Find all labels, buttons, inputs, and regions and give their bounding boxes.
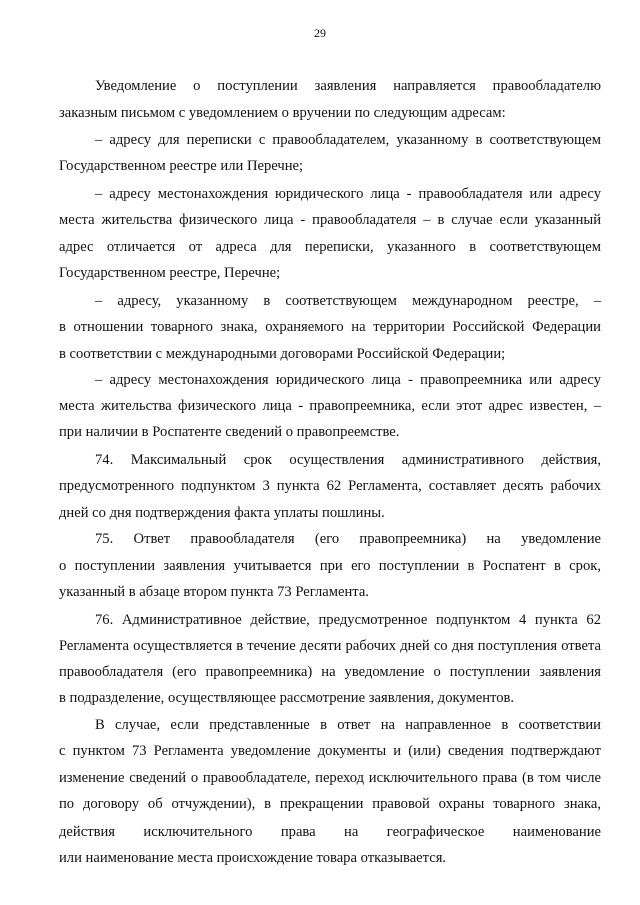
text-line: Государственном реестре или Перечне; bbox=[59, 158, 304, 174]
text-line: указанный в абзаце втором пункта 73 Регламента. bbox=[59, 584, 369, 600]
page-number: 29 bbox=[314, 26, 326, 40]
text-line: В случае, если представленные в ответ на направленное в соответствии bbox=[95, 717, 601, 733]
text-line: предусмотренного подпунктом 3 пункта 62 Регламента, составляет десять рабочих bbox=[59, 478, 601, 494]
text-line: правообладателя (его правопреемника) на уведомление о поступлении заявления bbox=[59, 664, 601, 680]
text-line: – адресу, указанному в соответствующем международном реестре, – bbox=[95, 293, 601, 309]
text-line: в отношении товарного знака, охраняемого на территории Российской Федерации bbox=[59, 319, 601, 335]
text-line: 75. Ответ правообладателя (его правопреемника) на уведомление bbox=[95, 531, 601, 547]
text-line: места жительства физического лица - правопреемника, если этот адрес известен, – bbox=[59, 398, 601, 414]
text-line: изменение сведений о правообладателе, переход исключительного права (в том числе bbox=[59, 770, 601, 786]
text-line: Уведомление о поступлении заявления направляется правообладателю bbox=[95, 78, 601, 94]
text-line: места жительства физического лица - правообладателя – в случае если указанный bbox=[59, 212, 601, 228]
text-line: с пунктом 73 Регламента уведомление документы и (или) сведения подтверждают bbox=[59, 743, 601, 759]
text-line: заказным письмом с уведомлением о вручении по следующим адресам: bbox=[59, 105, 506, 121]
text-line: в соответствии с международными договорами Российской Федерации; bbox=[59, 346, 506, 362]
text-line: – адресу местонахождения юридического лица - правопреемника или адресу bbox=[95, 372, 601, 388]
text-line: 74. Максимальный срок осуществления административного действия, bbox=[95, 452, 601, 468]
text-line: или наименование места происхождение товара отказывается. bbox=[59, 850, 447, 866]
text-line: о поступлении заявления учитывается при его поступлении в Роспатент в срок, bbox=[59, 558, 601, 574]
text-line: адрес отличается от адреса для переписки, указанного в соответствующем bbox=[59, 239, 601, 255]
text-line: действия исключительного права на географическое наименование bbox=[59, 824, 601, 840]
text-line: по договору об отчуждении), в прекращении правовой охраны товарного знака, bbox=[59, 796, 601, 812]
text-line: при наличии в Роспатенте сведений о правопреемстве. bbox=[59, 424, 400, 440]
text-line: дней со дня подтверждения факта уплаты пошлины. bbox=[59, 505, 385, 521]
text-line: Государственном реестре, Перечне; bbox=[59, 265, 281, 281]
text-line: в подразделение, осуществляющее рассмотрение заявления, документов. bbox=[59, 690, 515, 706]
text-line: 76. Административное действие, предусмотренное подпунктом 4 пункта 62 bbox=[95, 612, 601, 628]
text-line: – адресу для переписки с правообладателем, указанному в соответствующем bbox=[95, 132, 601, 148]
text-line: Регламента осуществляется в течение десяти рабочих дней со дня поступления ответа bbox=[59, 638, 601, 654]
text-line: – адресу местонахождения юридического лица - правообладателя или адресу bbox=[95, 186, 601, 202]
